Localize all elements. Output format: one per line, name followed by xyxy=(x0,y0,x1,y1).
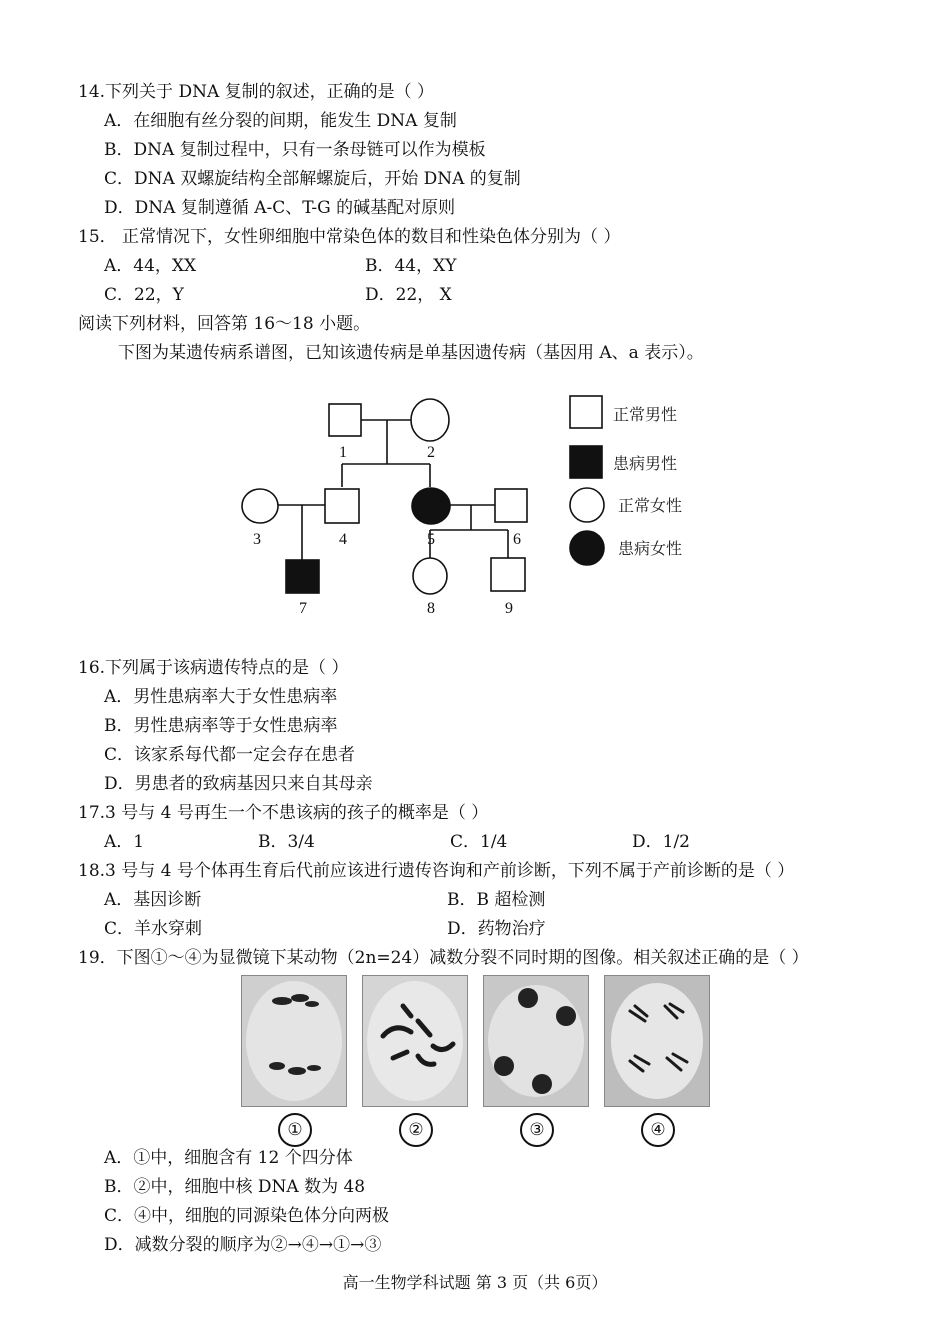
q17-option-b: B．3/4 xyxy=(258,832,315,852)
q16-option-c: C．该家系每代都一定会存在患者 xyxy=(104,745,356,765)
q16-option-b: B．男性患病率等于女性患病率 xyxy=(104,716,338,736)
q17-stem: 17.3 号与 4 号再生一个不患该病的孩子的概率是（ ） xyxy=(78,803,489,823)
q14-option-d: D．DNA 复制遵循 A-C、T-G 的碱基配对原则 xyxy=(104,198,456,218)
q16-option-a: A．男性患病率大于女性患病率 xyxy=(104,687,338,707)
micrograph-label-3: ③ xyxy=(520,1113,554,1147)
pedigree-individual-5 xyxy=(412,488,450,524)
micrograph-label-1: ① xyxy=(278,1113,312,1147)
q18-option-c: C．羊水穿刺 xyxy=(104,919,203,939)
q19-option-d: D．减数分裂的顺序为②→④→①→③ xyxy=(104,1235,382,1255)
pedigree-number-6: 6 xyxy=(513,531,521,548)
q15-option-b: B．44，XY xyxy=(365,256,457,276)
micrograph-label-4: ④ xyxy=(641,1113,675,1147)
legend-normal-male-symbol xyxy=(570,396,602,428)
page-footer: 高一生物学科试题 第 3 页（共 6页） xyxy=(342,1273,608,1292)
micrograph-3 xyxy=(483,975,589,1107)
pedigree-individual-4 xyxy=(325,489,359,523)
legend-normal-female: 正常女性 xyxy=(618,496,683,515)
q15-option-a: A．44，XX xyxy=(104,256,197,276)
q14-option-a: A．在细胞有丝分裂的间期，能发生 DNA 复制 xyxy=(104,111,457,131)
legend-affected-female-symbol xyxy=(570,531,604,565)
q17-option-d: D．1/2 xyxy=(632,832,690,852)
pedigree-number-4: 4 xyxy=(339,531,347,548)
q18-option-d: D．药物治疗 xyxy=(447,919,546,939)
pedigree-number-3: 3 xyxy=(253,531,261,548)
micrograph-1 xyxy=(241,975,347,1107)
pedigree-individual-3 xyxy=(242,489,278,523)
q15-option-c: C．22，Y xyxy=(104,285,184,305)
q18-option-b: B．B 超检测 xyxy=(447,890,546,910)
pedigree-chart xyxy=(230,388,710,628)
pedigree-number-8: 8 xyxy=(427,600,435,617)
q17-option-a: A．1 xyxy=(104,832,145,852)
legend-affected-male: 患病男性 xyxy=(613,454,678,473)
q19-option-b: B．②中，细胞中核 DNA 数为 48 xyxy=(104,1177,366,1197)
q18-stem: 18.3 号与 4 号个体再生育后代前应该进行遗传咨询和产前诊断，下列不属于产前诊断的是（ ） xyxy=(78,861,795,881)
pedigree-individual-8 xyxy=(413,558,447,594)
material-desc: 下图为某遗传病系谱图，已知该遗传病是单基因遗传病（基因用 A、a 表示）。 xyxy=(118,343,704,363)
q15-option-d: D．22， X xyxy=(365,285,452,305)
legend-normal-male: 正常男性 xyxy=(613,405,678,424)
q18-option-a: A．基因诊断 xyxy=(104,890,202,910)
q17-option-c: C．1/4 xyxy=(450,832,508,852)
legend-normal-female-symbol xyxy=(570,488,604,522)
legend-affected-female: 患病女性 xyxy=(618,539,683,558)
micrograph-2 xyxy=(362,975,468,1107)
q16-option-d: D．男患者的致病基因只来自其母亲 xyxy=(104,774,373,794)
pedigree-number-9: 9 xyxy=(505,600,513,617)
pedigree-individual-1 xyxy=(329,404,361,436)
q14-stem: 14.下列关于 DNA 复制的叙述，正确的是（ ） xyxy=(78,82,435,102)
pedigree-number-5: 5 xyxy=(427,531,435,548)
q14-option-c: C．DNA 双螺旋结构全部解螺旋后，开始 DNA 的复制 xyxy=(104,169,521,189)
pedigree-number-1: 1 xyxy=(339,444,347,461)
pedigree-individual-7 xyxy=(286,560,319,593)
q15-stem: 15． 正常情况下，女性卵细胞中常染色体的数目和性染色体分别为（ ） xyxy=(78,227,621,247)
q16-stem: 16.下列属于该病遗传特点的是（ ） xyxy=(78,658,349,678)
micrograph-label-2: ② xyxy=(399,1113,433,1147)
q19-option-a: A．①中，细胞含有 12 个四分体 xyxy=(104,1148,353,1168)
material-intro: 阅读下列材料，回答第 16～18 小题。 xyxy=(78,314,371,334)
legend-affected-male-symbol xyxy=(570,446,602,478)
pedigree-individual-2 xyxy=(411,399,449,441)
pedigree-individual-6 xyxy=(495,489,527,522)
pedigree-number-2: 2 xyxy=(427,444,435,461)
q19-option-c: C．④中，细胞的同源染色体分向两极 xyxy=(104,1206,390,1226)
micrograph-4 xyxy=(604,975,710,1107)
pedigree-individual-9 xyxy=(491,558,525,591)
q14-option-b: B．DNA 复制过程中，只有一条母链可以作为模板 xyxy=(104,140,486,160)
q19-stem: 19．下图①～④为显微镜下某动物（2n=24）减数分裂不同时期的图像。相关叙述正确的是（ ） xyxy=(78,948,809,968)
pedigree-number-7: 7 xyxy=(299,600,307,617)
